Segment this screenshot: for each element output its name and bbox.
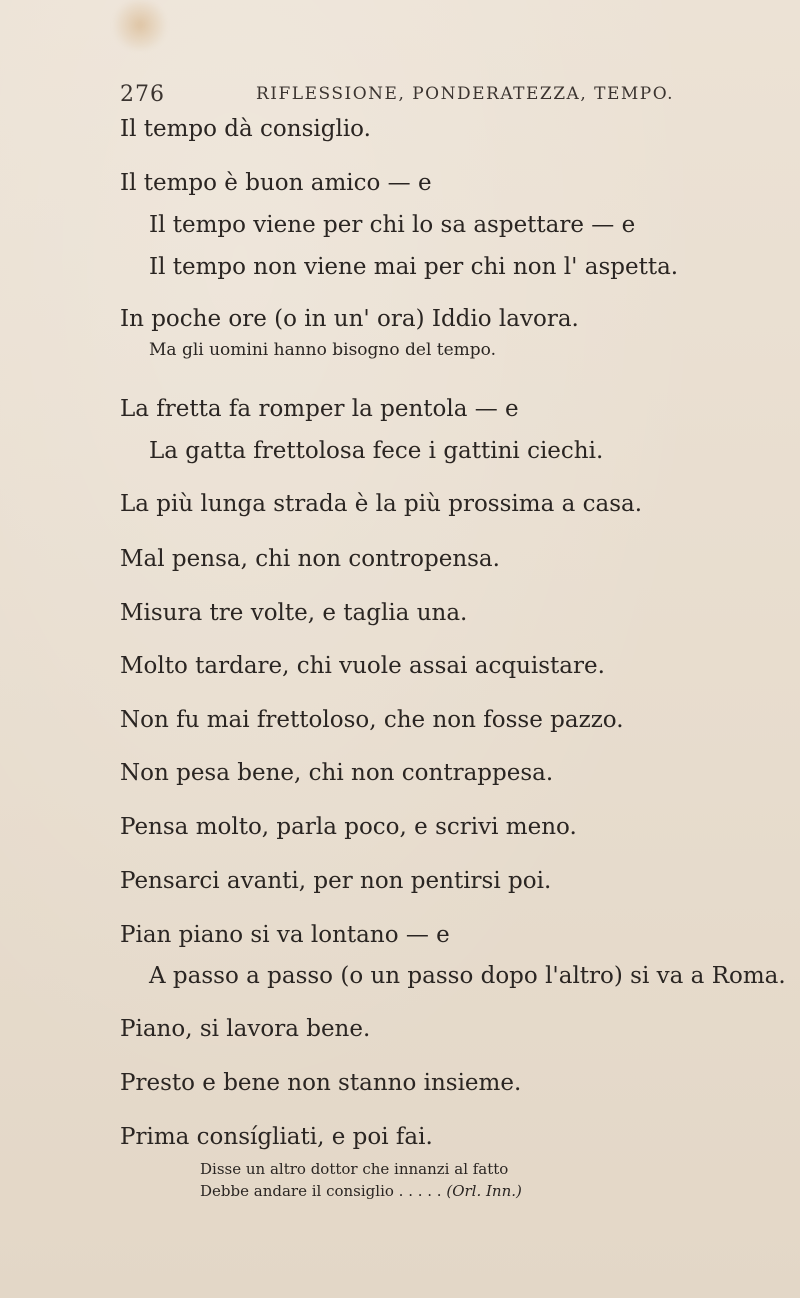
proverb-line: Il tempo non viene mai per chi non l' aspetta.: [149, 254, 679, 280]
page-header: [120, 82, 800, 112]
quote-text: Debbe andare il consiglio . . . . .: [200, 1182, 447, 1200]
paper-stain: [110, 0, 170, 50]
proverb-line: La più lunga strada è la più prossima a casa.: [120, 491, 643, 517]
proverb-line: Pian piano si va lontano — e: [120, 922, 450, 948]
proverb-line: Prima consígliati, e poi fai.: [120, 1124, 433, 1150]
page-number: 276: [120, 82, 165, 107]
proverb-line: Presto e bene non stanno insieme.: [120, 1070, 522, 1096]
proverb-line: Misura tre volte, e taglia una.: [120, 600, 468, 626]
quote-line: Disse un altro dottor che innanzi al fatto: [200, 1160, 509, 1178]
proverb-line: La fretta fa romper la pentola — e: [120, 396, 519, 422]
quote-source: (Orl. Inn.): [446, 1182, 522, 1200]
proverb-line: In poche ore (o in un' ora) Iddio lavora.: [120, 306, 579, 332]
proverb-line: Il tempo viene per chi lo sa aspettare — e: [149, 212, 636, 238]
proverb-line: Mal pensa, chi non contropensa.: [120, 546, 500, 572]
proverb-line: Piano, si lavora bene.: [120, 1016, 371, 1042]
quote-line: [200, 1182, 522, 1200]
proverb-line: Pensa molto, parla poco, e scrivi meno.: [120, 814, 577, 840]
proverb-line: Il tempo dà consiglio.: [120, 116, 371, 142]
proverb-line: Non pesa bene, chi non contrappesa.: [120, 760, 554, 786]
proverb-line: Ma gli uomini hanno bisogno del tempo.: [149, 340, 497, 360]
proverb-line: Pensarci avanti, per non pentirsi poi.: [120, 868, 552, 894]
running-title: RIFLESSIONE, PONDERATEZZA, TEMPO.: [256, 84, 675, 104]
proverb-line: Molto tardare, chi vuole assai acquistare.: [120, 653, 605, 679]
proverb-line: Non fu mai frettoloso, che non fosse pazzo.: [120, 707, 624, 733]
proverb-line: La gatta frettolosa fece i gattini ciechi.: [149, 438, 604, 464]
proverb-line: Il tempo è buon amico — e: [120, 170, 432, 196]
proverb-line: A passo a passo (o un passo dopo l'altro) si va a Roma.: [149, 963, 786, 989]
